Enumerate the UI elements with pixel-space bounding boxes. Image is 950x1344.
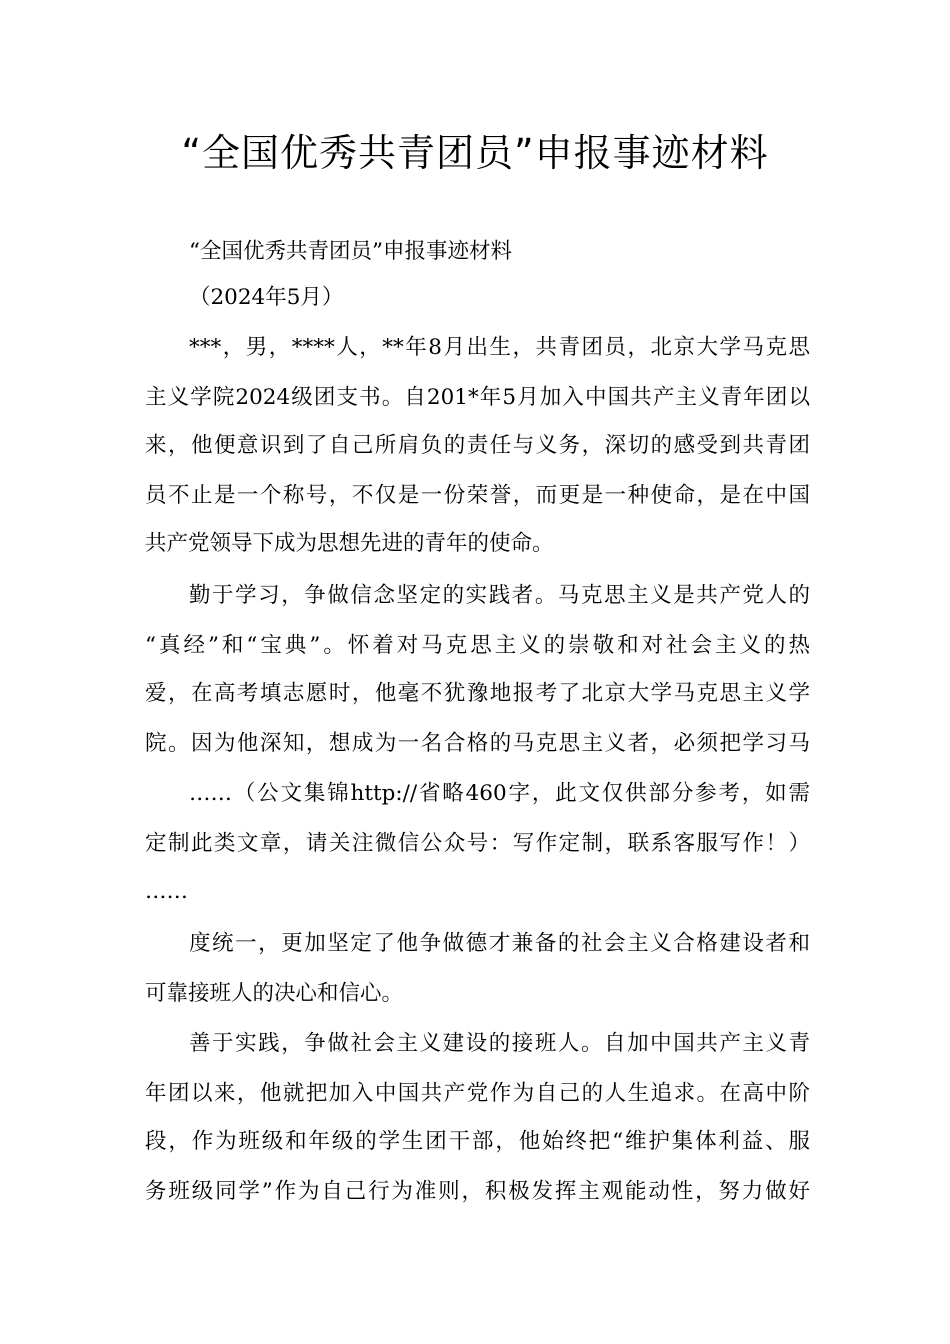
paragraph-line: 主义学院2024级团支书。自201*年5月加入中国共产主义青年团以 [145, 385, 810, 410]
paragraph-line: 年团以来，他就把加入中国共产党作为自己的人生追求。在高中阶 [145, 1081, 810, 1106]
paragraph-line: “真经”和“宝典”。怀着对马克思主义的崇敬和对社会主义的热 [145, 633, 810, 658]
paragraph-line: …… [145, 879, 188, 904]
paragraph-line: 来，他便意识到了自己所肩负的责任与义务，深切的感受到共青团 [145, 433, 810, 458]
paragraph-line: ***，男，****人，**年8月出生，共青团员，北京大学马克思 [189, 335, 810, 360]
paragraph-line: 共产党领导下成为思想先进的青年的使命。 [145, 531, 554, 556]
paragraph-line: “全国优秀共青团员”申报事迹材料 [189, 239, 512, 264]
paragraph-line: ……（公文集锦http://省略460字，此文仅供部分参考，如需 [189, 781, 810, 806]
paragraph-line: 勤于学习，争做信念坚定的实践者。马克思主义是共产党人的 [189, 583, 810, 608]
paragraph-line: 定制此类文章，请关注微信公众号：写作定制，联系客服写作！） [145, 831, 810, 856]
paragraph-line: 可靠接班人的决心和信心。 [145, 981, 404, 1006]
paragraph-line: 务班级同学”作为自己行为准则，积极发挥主观能动性，努力做好 [145, 1179, 810, 1204]
paragraph-line: 度统一，更加坚定了他争做德才兼备的社会主义合格建设者和 [189, 931, 810, 956]
paragraph-line: 院。因为他深知，想成为一名合格的马克思主义者，必须把学习马 [145, 731, 810, 756]
paragraph-line: 善于实践，争做社会主义建设的接班人。自加中国共产主义青 [189, 1031, 810, 1056]
paragraph-line: 爱，在高考填志愿时，他毫不犹豫地报考了北京大学马克思主义学 [145, 681, 810, 706]
paragraph-line: 段，作为班级和年级的学生团干部，他始终把“维护集体利益、服 [145, 1129, 810, 1154]
document-title: “全国优秀共青团员”申报事迹材料 [181, 131, 769, 175]
paragraph-line: 员不止是一个称号，不仅是一份荣誉，而更是一种使命，是在中国 [145, 483, 810, 508]
paragraph-line: （2024年5月） [189, 285, 344, 310]
